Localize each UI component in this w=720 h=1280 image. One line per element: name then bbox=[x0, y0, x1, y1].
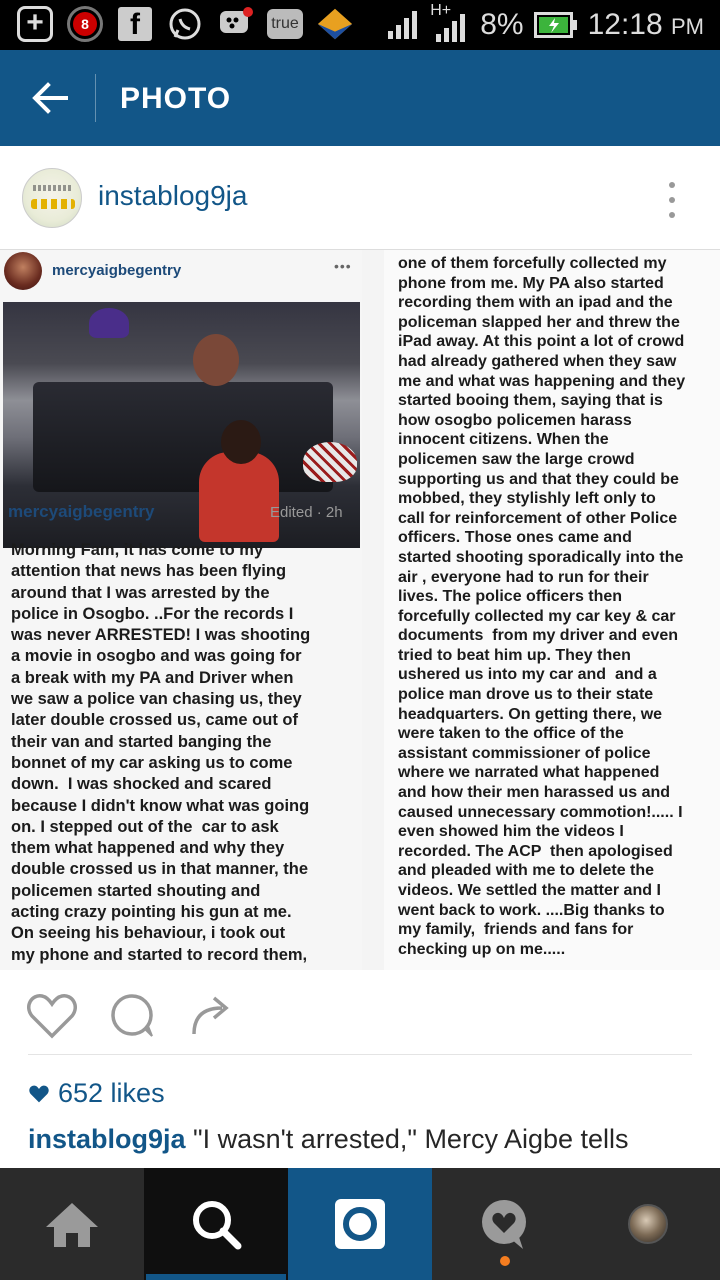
embedded-meta-username: mercyaigbegentry bbox=[8, 502, 155, 521]
status-bar bbox=[0, 0, 720, 50]
embedded-text-right: one of them forcefully collected my phone from me. My PA also started recording them with an ipad and the policeman slapped her and threw the iPad away. At this point a lot of crowd had already gathered when they saw me and what was happening and they started booing them, saying that is how osogbo policemen harass innocent citizens. When the policemen saw the large crowd supporting us and that they could be mobbed, they stylishly left only to call for reinforcement of other Police officers. Those ones came and started shooting sporadically into the air , everyone had to run for their lives. The police officers then forcefully collected my car key & car documents from my driver and even tried to beat him up. They then ushered us into my car and and a police man drove us to their state headquarters. On getting there, we were taken to the office of the assistant commissioner of police where we narrated what happened and how their men harassed us and caused unnecessary commotion!..... I even showed him the videos I recorded. The ACP then apologised and pleaded with me to delete the videos. We settled the matter and I went back to work. ....Big thanks to my family, friends and fans for checking up on me..... bbox=[398, 255, 686, 958]
embedded-edited-time: Edited · 2h bbox=[270, 504, 343, 521]
app-diamond-icon bbox=[316, 5, 354, 43]
battery-percent: 8% bbox=[480, 8, 524, 41]
status-system bbox=[386, 2, 704, 44]
activity-heart-icon bbox=[477, 1197, 531, 1251]
clock-ampm: PM bbox=[671, 14, 704, 39]
bottom-nav bbox=[0, 1168, 720, 1280]
profile-avatar bbox=[628, 1204, 668, 1244]
arrow-left-icon bbox=[28, 76, 72, 120]
caption bbox=[28, 1124, 708, 1155]
embedded-text-left: Morning Fam, it has come to my attention that news has been flying around that I was arrested by the police in Osogbo. ..For the records I was never ARRESTED! I was shooting a movie in osogbo and was going for a break with my PA and Driver when we saw a police van chasing us, they later double crossed us, came out of their van and started banging the bonnet of my car asking us to come down. I was shocked and scared because I didn't know what was going on. I stepped out of the car to ask them what happened and why they double crossed us in that manner, the policemen started shouting and acting crazy pointing his gun at me. On seeing his behaviour, i took out my phone and started to record them, bbox=[11, 541, 311, 964]
plus-icon: + bbox=[16, 5, 54, 43]
app-bar bbox=[0, 50, 720, 146]
avatar[interactable] bbox=[22, 168, 82, 228]
heart-outline-icon bbox=[26, 992, 78, 1040]
likes-label: 652 likes bbox=[58, 1078, 165, 1108]
carrier-badge: true bbox=[266, 5, 304, 43]
notification-dot bbox=[500, 1256, 510, 1266]
notification-count-icon bbox=[66, 5, 104, 43]
more-vertical-icon[interactable] bbox=[664, 182, 680, 218]
actions-divider bbox=[28, 1054, 692, 1055]
back-button[interactable] bbox=[28, 76, 72, 120]
network-type: H+ bbox=[430, 2, 452, 19]
signal-icon bbox=[386, 9, 420, 41]
tab-camera[interactable] bbox=[288, 1168, 432, 1280]
notification-count: 8 bbox=[73, 12, 97, 36]
battery-charging-icon bbox=[534, 12, 578, 38]
data-signal-icon bbox=[430, 2, 470, 44]
share-button[interactable] bbox=[186, 992, 238, 1040]
embedded-more-icon: ••• bbox=[334, 258, 352, 274]
photo-left-column bbox=[0, 250, 362, 970]
home-icon bbox=[44, 1199, 100, 1249]
caption-text: "I wasn't arrested," Mercy Aigbe tells bbox=[185, 1124, 629, 1154]
embedded-avatar bbox=[4, 252, 42, 290]
tab-search[interactable] bbox=[144, 1168, 288, 1280]
page-title: PHOTO bbox=[120, 82, 232, 115]
post-photo[interactable] bbox=[0, 250, 720, 970]
heart-filled-icon bbox=[28, 1084, 50, 1104]
tab-home[interactable] bbox=[0, 1168, 144, 1280]
post-username[interactable]: instablog9ja bbox=[98, 180, 248, 211]
facebook-icon: f bbox=[116, 5, 154, 43]
whatsapp-icon bbox=[166, 5, 204, 43]
post-header bbox=[0, 146, 720, 250]
search-icon bbox=[190, 1198, 242, 1250]
tab-activity[interactable] bbox=[432, 1168, 576, 1280]
caption-username[interactable]: instablog9ja bbox=[28, 1124, 186, 1154]
post-actions bbox=[0, 970, 720, 1170]
clock-time: 12:18 bbox=[587, 8, 663, 41]
comment-bubble-icon bbox=[106, 992, 158, 1040]
tab-profile[interactable] bbox=[576, 1168, 720, 1280]
share-arrow-icon bbox=[186, 992, 238, 1040]
comment-button[interactable] bbox=[106, 992, 158, 1040]
photo-right-column bbox=[384, 250, 720, 970]
bbm-icon bbox=[216, 5, 254, 43]
embedded-username: mercyaigbegentry bbox=[52, 262, 182, 279]
likes-count[interactable] bbox=[28, 1078, 165, 1109]
status-notifications bbox=[16, 5, 354, 43]
like-button[interactable] bbox=[26, 992, 78, 1040]
app-bar-divider bbox=[95, 74, 96, 122]
camera-icon bbox=[333, 1197, 387, 1251]
